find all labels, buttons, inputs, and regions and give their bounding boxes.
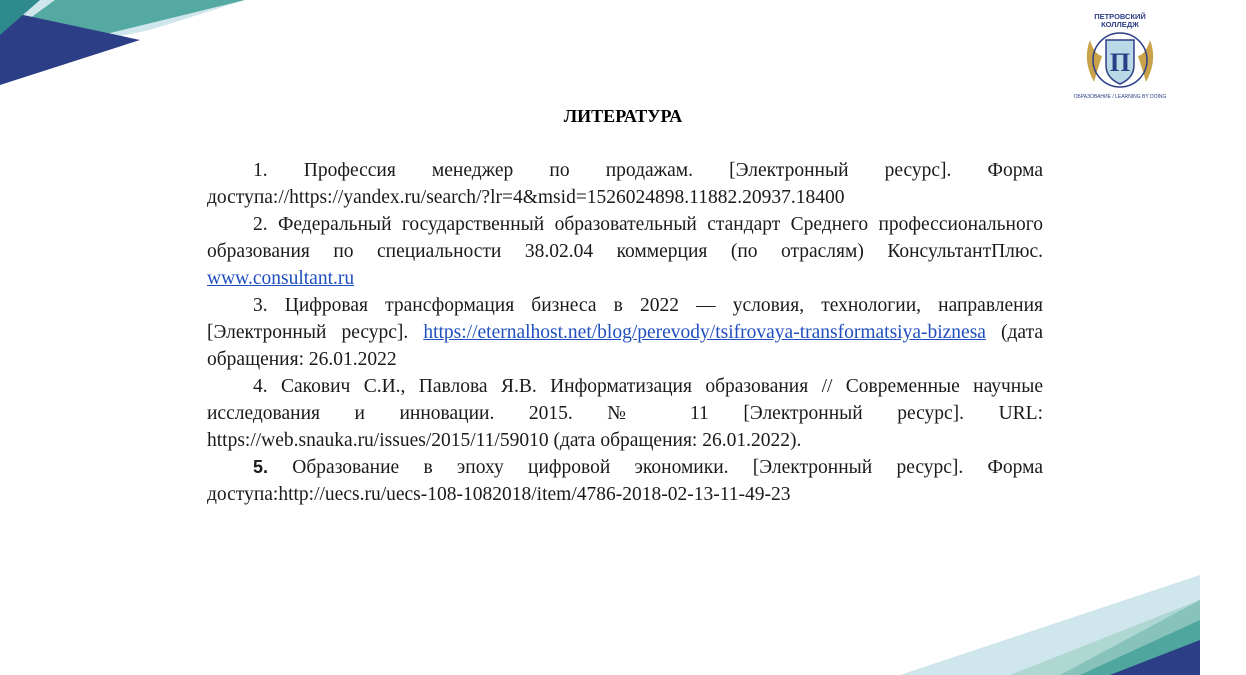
reference-number: 2. [253,214,268,235]
reference-number: 1. [253,160,268,181]
reference-number: 4. [253,376,268,397]
reference-item-4 [207,373,1043,454]
college-logo [1073,10,1167,102]
logo-text-top: ПЕТРОВСКИЙ [1094,12,1146,21]
reference-text: Образование в эпоху цифровой экономики. [Электронный ресурс]. Форма доступа:http://uecs.ru/uecs-108-1082018/item/4786-2018-02-13-11-49-23 [207,457,1044,505]
reference-item-3 [207,292,1043,373]
reference-link[interactable]: www.consultant.ru [207,268,355,289]
reference-text: Федеральный государственный образовательный стандарт Среднего профессионального образования по специальности 38.02.04 коммерция (по отраслям) КонсультантПлюс. [207,214,1043,262]
logo-ring-text: ОБРАЗОВАНИЕ / LEARNING BY DOING [1073,94,1167,100]
reference-item-1 [207,157,1043,211]
logo-right-wing [1138,40,1153,82]
reference-link[interactable]: https://eternalhost.net/blog/perevody/tsifrovaya-transformatsiya-biznesa [423,322,986,343]
reference-text-after: (дата обращения: 26.01.2022 [207,322,1043,370]
page-title: ЛИТЕРАТУРА [563,106,683,126]
logo-monogram: П [1109,48,1131,77]
reference-number: 5. [253,457,269,477]
reference-item-2 [207,211,1043,292]
reference-number: 3. [253,295,268,316]
references-list [207,157,1043,508]
reference-item-5 [207,454,1043,508]
reference-text: Сакович С.И., Павлова Я.В. Информатизация образования // Современные научные исследования и инновации. 2015. № 11 [Электронный ресурс]. URL: https://web.snauka.ru/issues/2015/11/59010 (дата обращения: 26.01.2022). [207,376,1043,451]
reference-text: Цифровая трансформация бизнеса в 2022 — условия, технологии, направления [Электронный ресурс]. [207,295,1044,343]
logo-text-bottom: КОЛЛЕДЖ [1101,20,1139,29]
reference-text: Профессия менеджер по продажам. [Электронный ресурс]. Форма доступа://https://yandex.ru/search/?lr=4&msid=1526024898.11882.20937.18400 [207,160,1044,208]
logo-left-wing [1087,40,1102,82]
